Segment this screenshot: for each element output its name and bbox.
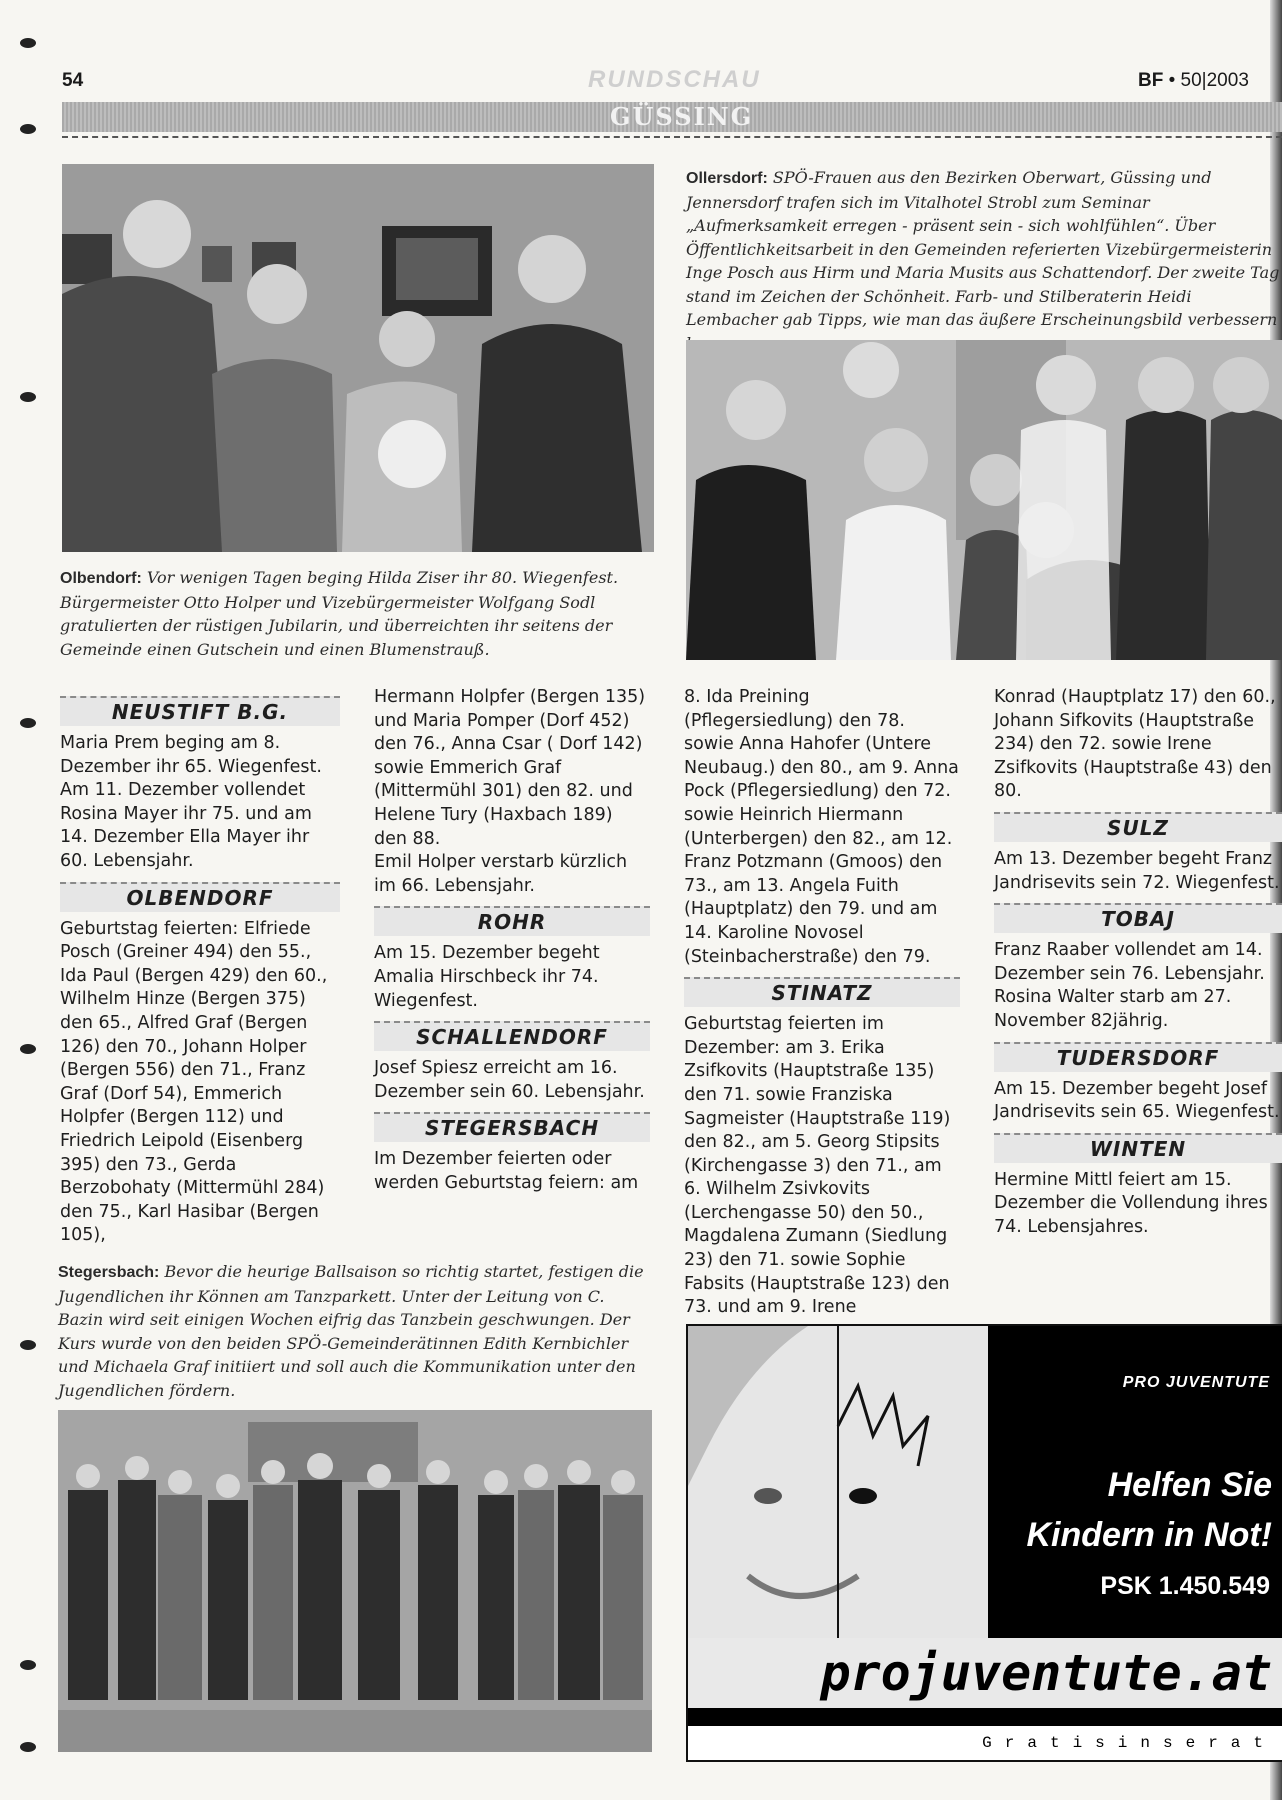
- photo-illustration: [686, 340, 1282, 660]
- section-text-sulz: Am 13. Dezember begeht Franz Jandrisevits sein 72. Wiegenfest.: [994, 848, 1280, 893]
- section-text-olbendorf: Geburtstag feierten: Elfriede Posch (Greiner 494) den 55., Ida Paul (Bergen 429) den 60., Wilhelm Hinze (Bergen 375) den 65., Alfred Graf (Bergen 126) den 70., Johann Holper (Bergen 556) den 71., Franz Graf (Dorf 54), Emmerich Holpfer (Bergen 112) und Friedrich Leipold (Eisenberg 395) den 73., Gerda Berzobohaty (Mittermühl 284) den 75., Karl Hasibar (Bergen 105),: [60, 918, 328, 1246]
- section-kicker: RUNDSCHAU: [588, 66, 761, 93]
- section-text-olbendorf-obituary: Emil Holper verstarb kürzlich im 66. Lebensjahr.: [374, 852, 628, 896]
- caption-stegersbach: [58, 1260, 654, 1402]
- column-4: [994, 686, 1282, 1240]
- section-text-stinatz: Geburtstag feierten im Dezember: am 3. Erika Zsifkovits (Hauptstraße 135) den 71. sowie Franziska Sagmeister (Hauptstraße 119) den 82., am 5. Georg Stipsits (Kirchengasse 3) den 71., am 6. Wilhelm Zsivkovits (Lerchengasse 50) den 50., Magdalena Zumann (Siedlung 23) den 71. sowie Sophie Fabsits (Hauptstraße 123) den 73. und am 9. Irene: [684, 1014, 951, 1318]
- caption-place: Ollersdorf:: [686, 170, 768, 187]
- section-text-stinatz-cont: Konrad (Hauptplatz 17) den 60., Johann Sifkovits (Hauptstraße 234) den 72. sowie Irene Zsifkovits (Hauptstraße 43) den 80.: [994, 687, 1276, 802]
- punch-mark: [20, 1742, 36, 1752]
- photo-illustration: [58, 1410, 652, 1752]
- caption-ollersdorf: [686, 166, 1282, 355]
- ad-headline-line-1: Helfen Sie: [1107, 1466, 1272, 1504]
- publication-name: BF: [1138, 70, 1164, 91]
- photo-illustration: [62, 164, 654, 552]
- photo-olbendorf-jubilee: [62, 164, 654, 552]
- column-1: [60, 696, 340, 1248]
- ad-bank-account: PSK 1.450.549: [1100, 1572, 1270, 1600]
- header-divider: [62, 136, 1282, 138]
- punch-mark: [20, 1340, 36, 1350]
- section-heading-stinatz: STINATZ: [684, 977, 960, 1007]
- section-text-stegersbach: Im Dezember feierten oder werden Geburtstag feiern: am: [374, 1149, 639, 1193]
- issue-number: 50|2003: [1180, 70, 1249, 91]
- caption-text: SPÖ-Frauen aus den Bezirken Oberwart, Güssing und Jennersdorf trafen sich im Vitalhotel Strobl zum Seminar „Aufmerksamkeit erregen - präsent sein - sich wohlfühlen“. Über Öffentlichkeitsarbeit in den Gemeinden referierten Vizebürgermeisterin Inge Posch aus Hirm und Maria Musits aus Schattendorf. Der zweite Tag stand im Zeichen der Schönheit. Farb- und Stilberaterin Heidi Lembacher gab Tipps, wie man das äußere Erscheinungsbild verbessern: [686, 168, 1280, 329]
- section-text-rohr: Am 15. Dezember begeht Amalia Hirschbeck ihr 74. Wiegenfest.: [374, 943, 600, 1011]
- ad-headline: [1026, 1460, 1272, 1560]
- punch-mark: [20, 1044, 36, 1054]
- section-text-neustift: Maria Prem beging am 8. Dezember ihr 65. Wiegenfest. Am 11. Dezember vollendet Rosina Mayer ihr 75. und am 14. Dezember Ella Mayer ihr 60. Lebensjahr.: [60, 733, 322, 871]
- column-2: [374, 686, 650, 1196]
- region-banner-title: GÜSSING: [610, 102, 754, 131]
- photo-stegersbach-dance-course: [58, 1410, 652, 1752]
- section-heading-tudersdorf: TUDERSDORF: [994, 1042, 1282, 1072]
- punch-mark: [20, 718, 36, 728]
- ad-website: projuventute.at: [688, 1638, 1282, 1708]
- section-text-tobaj: Franz Raaber vollendet am 14. Dezember sein 76. Lebensjahr. Rosina Walter starb am 27. November 82jährig.: [994, 940, 1265, 1031]
- pro-juventute-ad: [686, 1324, 1282, 1762]
- publication-issue: [1138, 70, 1249, 92]
- section-text-schallendorf: Josef Spiesz erreicht am 16. Dezember sein 60. Lebensjahr.: [374, 1058, 645, 1102]
- section-heading-olbendorf: OLBENDORF: [60, 882, 340, 912]
- section-text-olbendorf-cont: Hermann Holpfer (Bergen 135) und Maria Pomper (Dorf 452) den 76., Anna Csar ( Dorf 142) sowie Emmerich Graf (Mittermühl 301) den 82. und Helene Tury (Haxbach 189) den 88.: [374, 687, 646, 849]
- section-heading-rohr: ROHR: [374, 906, 650, 936]
- punch-mark: [20, 1660, 36, 1670]
- caption-text: Bevor die heurige Ballsaison so richtig startet, festigen die Jugendlichen ihr Können am Tanzparkett. Unter der Leitung von C. Bazin wird seit einigen Wochen eifrig das Tanzbein geschwungen. Der Kurs wurde von den beiden SPÖ-Gemeinderätinnen Edith Kernbichler und Michaela Graf initiiert und soll auch die Kommunikation unter den Jugendlichen fördern.: [58, 1262, 644, 1400]
- caption-place: Stegersbach:: [58, 1264, 160, 1281]
- section-text-winten: Hermine Mittl feiert am 15. Dezember die Vollendung ihres 74. Lebensjahres.: [994, 1169, 1268, 1237]
- punch-mark: [20, 124, 36, 134]
- column-3: [684, 686, 960, 1320]
- section-heading-stegersbach: STEGERSBACH: [374, 1112, 650, 1142]
- section-heading-neustift: NEUSTIFT B.G.: [60, 696, 340, 726]
- bullet-separator: •: [1168, 70, 1176, 91]
- pro-juventute-logo: PRO JUVENTUTE: [1122, 1374, 1270, 1391]
- photo-ollersdorf-women-group: [686, 340, 1282, 660]
- section-heading-sulz: SULZ: [994, 812, 1282, 842]
- caption-olbendorf: [60, 566, 650, 661]
- section-heading-tobaj: TOBAJ: [994, 903, 1282, 933]
- section-heading-winten: WINTEN: [994, 1133, 1282, 1163]
- caption-place: Olbendorf:: [60, 570, 142, 587]
- page-number: 54: [62, 70, 84, 91]
- section-heading-schallendorf: SCHALLENDORF: [374, 1021, 650, 1051]
- ad-headline-line-2: Kindern in Not!: [1026, 1516, 1272, 1554]
- ad-footer-free-ad: Gratisinserat: [688, 1724, 1282, 1760]
- caption-text: Vor wenigen Tagen beging Hilda Ziser ihr 80. Wiegenfest. Bürgermeister Otto Holper und Vizebürgermeister Wolfgang Sodl gratulierten der rüstigen Jubilarin, und überreichten ihr seitens der Gemeinde einen Gutschein und einen Blumenstrauß.: [60, 568, 619, 659]
- section-text-stegersbach-cont: 8. Ida Preining (Pflegersiedlung) den 78. sowie Anna Hahofer (Untere Neubaug.) den 80., am 9. Anna Pock (Pflegersiedlung) den 72. sowie Heinrich Hiermann (Unterbergen) den 82., am 12. Franz Potzmann (Gmoos) den 73., am 13. Angela Fuith (Hauptplatz) den 79. und am 14. Karoline Novosel (Steinbacherstraße) den 79.: [684, 687, 959, 967]
- punch-mark: [20, 38, 36, 48]
- section-text-tudersdorf: Am 15. Dezember begeht Josef Jandrisevits sein 65. Wiegenfest.: [994, 1078, 1280, 1123]
- punch-mark: [20, 392, 36, 402]
